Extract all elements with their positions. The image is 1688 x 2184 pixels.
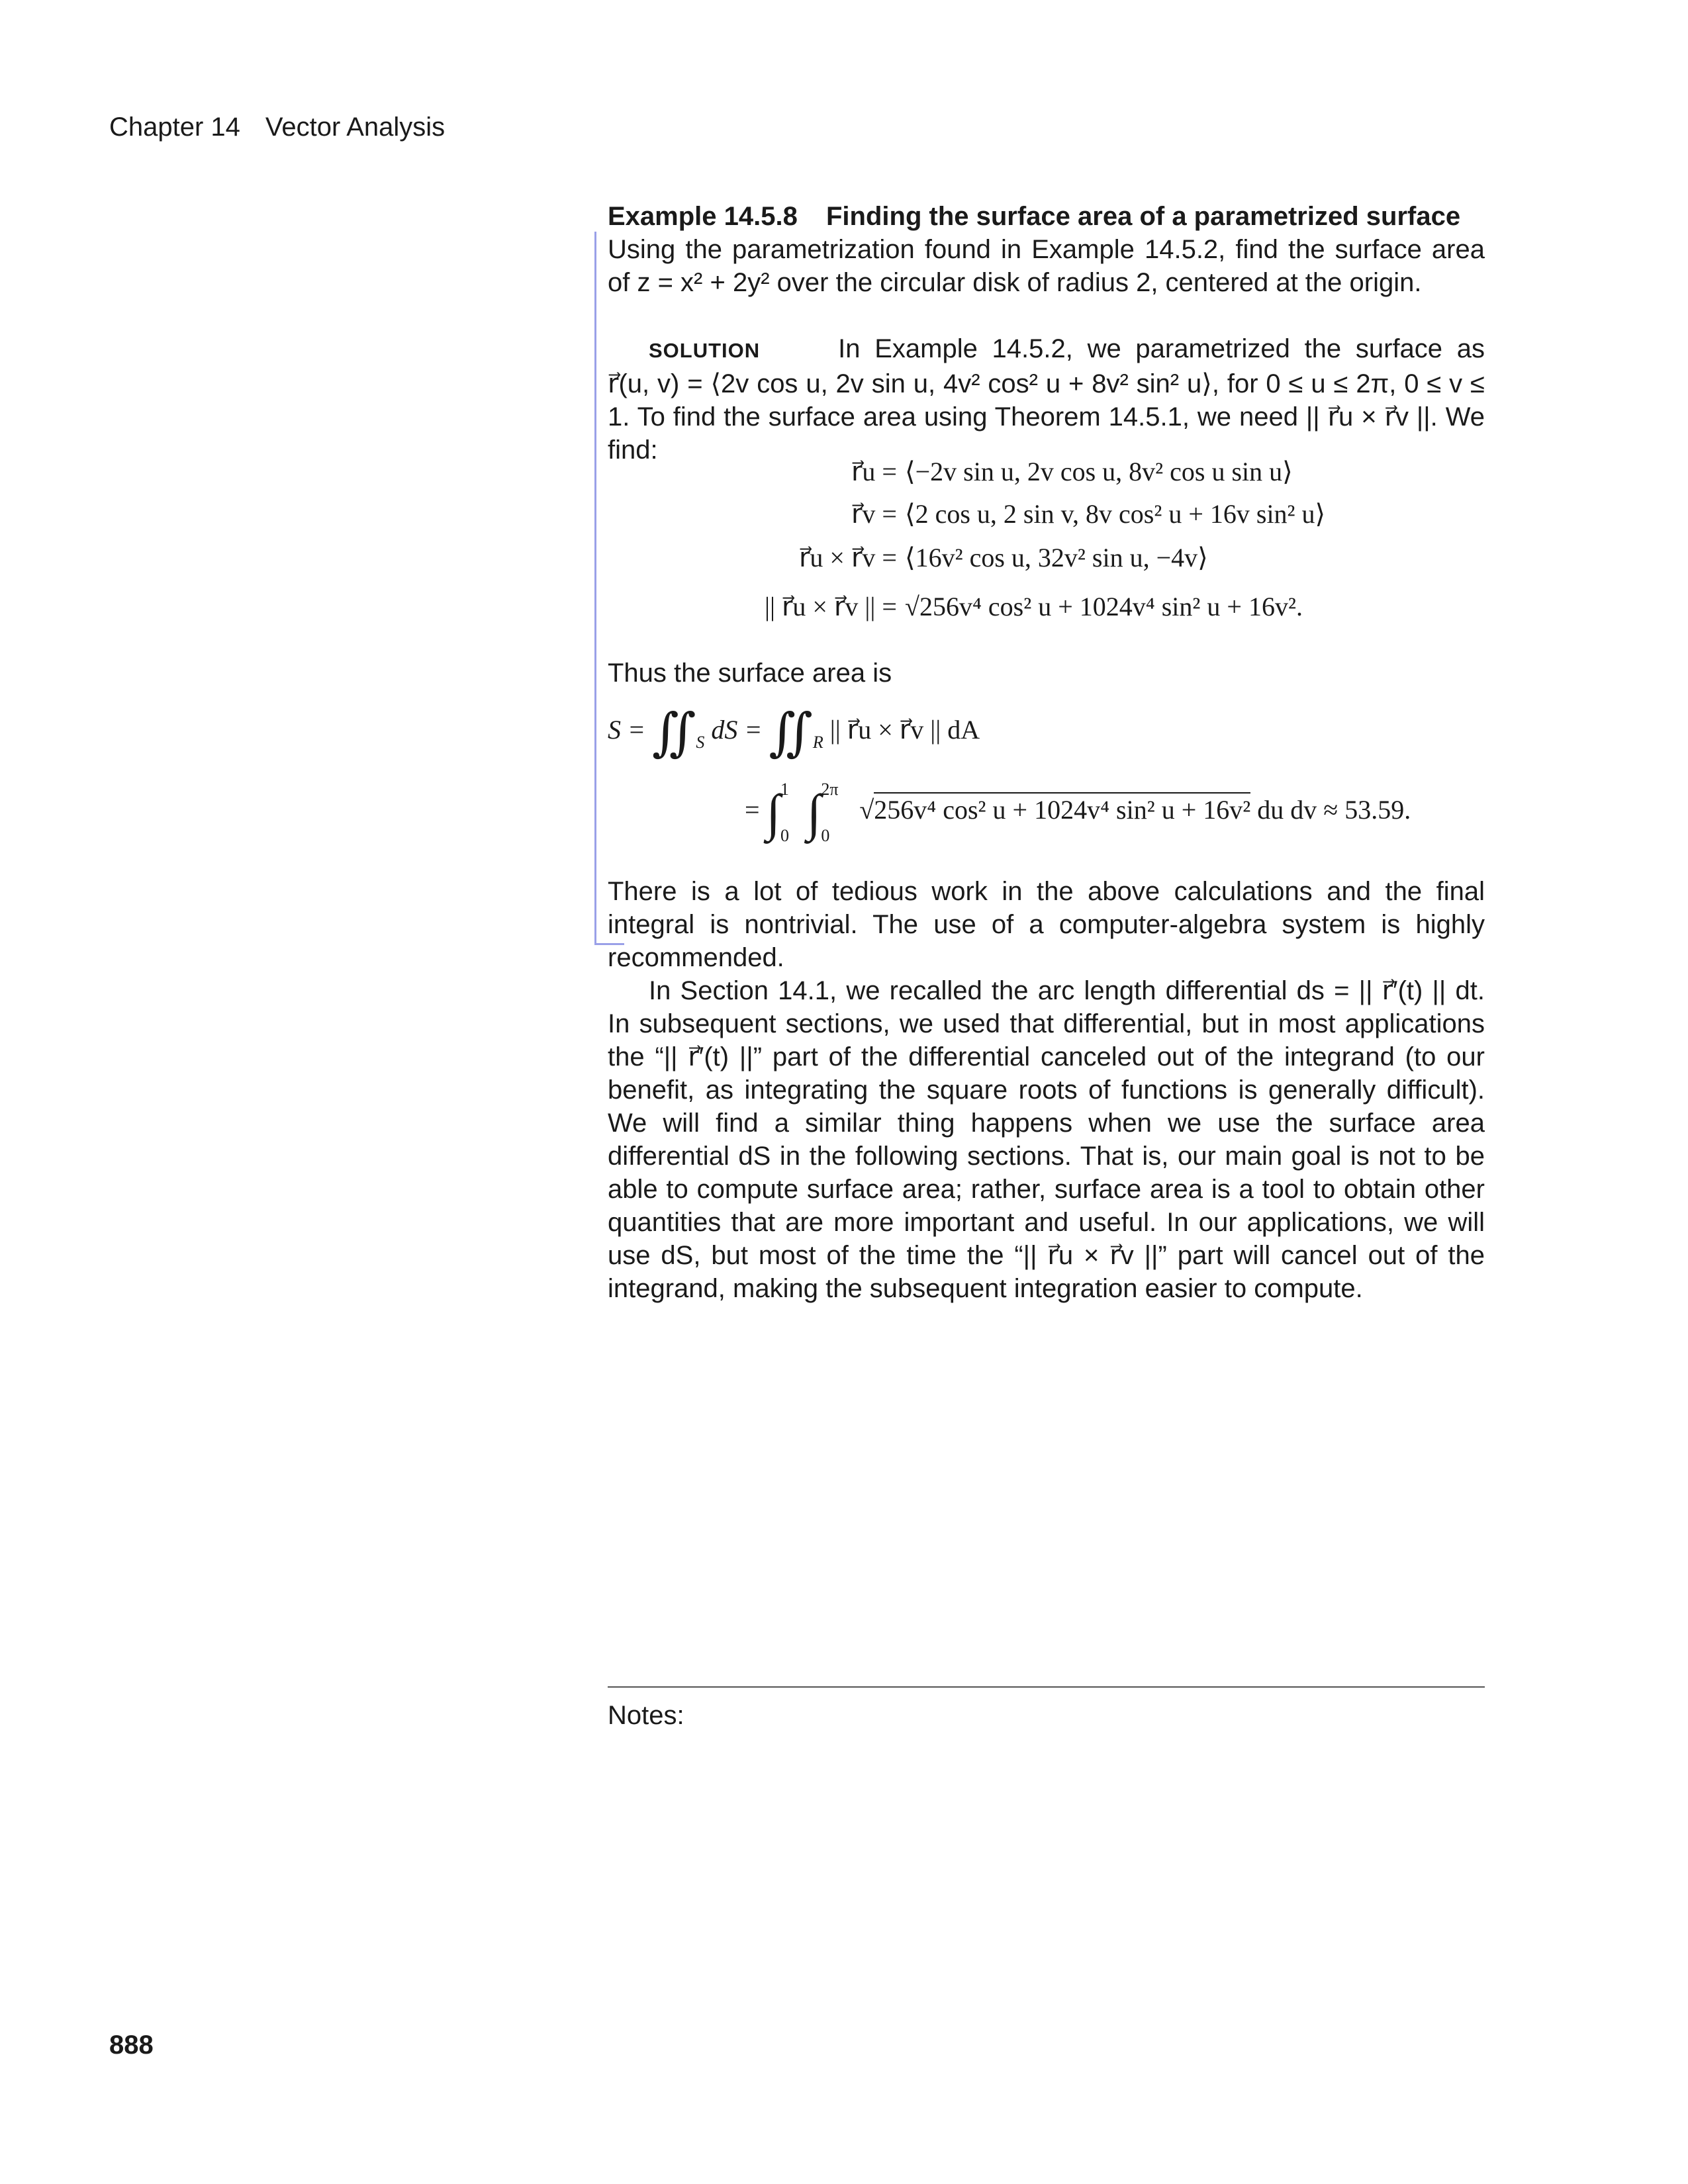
equation-lhs: r⃗u = (851, 457, 897, 486)
upper-limit: 1 (780, 780, 789, 799)
equation-rhs: ⟨16v² cos u, 32v² sin u, −4v⟩ (905, 543, 1208, 572)
integral-result: du dv ≈ 53.59. (1257, 795, 1411, 825)
surface-area-line-2 (745, 780, 1411, 846)
lower-limit: 0 (821, 826, 830, 845)
body-paragraph-text: In Section 14.1, we recalled the arc length differential ds = || r⃗′(t) || dt. In subsequent sections, we used that differential, but in most applications the “|| r⃗′(t) ||” part of the differential canceled out of the integrand (to our benefit, as integrating the square roots of functions is generally difficult). We will find a similar thing happens when we use the surface area differential dS in the following sections. That is, our main goal is not to be able to compute surface area; rather, surface area is a tool to obtain other quantities that are more important and useful. In our applications, we will use dS, but most of the time the “|| r⃗u × r⃗v ||” part will cancel out of the integrand, making the subsequent integration easier to compute. (608, 976, 1485, 1303)
example-number: Example 14.5.8 (608, 202, 798, 231)
integral-subscript: R (812, 733, 823, 752)
double-integral-icon: ∬ (769, 704, 813, 761)
sqrt-icon: √ (859, 795, 874, 825)
equation-lhs: r⃗v = (851, 499, 897, 529)
equation-rhs: √256v⁴ cos² u + 1024v⁴ sin² u + 16v². (905, 592, 1303, 621)
body-paragraph (608, 974, 1485, 1305)
equation-lhs: r⃗u × r⃗v = (798, 543, 897, 572)
equation-rhs: ⟨2 cos u, 2 sin v, 8v cos² u + 16v sin² u⟩ (905, 499, 1326, 529)
equation-rhs: ⟨−2v sin u, 2v cos u, 8v² cos u sin u⟩ (905, 457, 1293, 486)
equation-ru (708, 455, 1370, 488)
equation-lhs: || r⃗u × r⃗v || = (764, 592, 897, 621)
integral-subscript: S (696, 733, 705, 752)
double-integral-icon: ∬ (652, 704, 696, 761)
notes-label: Notes: (608, 1701, 684, 1730)
ds-term: dS = (711, 715, 763, 745)
solution-label: SOLUTION (649, 339, 761, 362)
integrand: || r⃗u × r⃗v || dA (829, 715, 980, 745)
equation-norm (708, 590, 1370, 623)
notes-divider (608, 1686, 1485, 1688)
running-header (109, 113, 445, 142)
lower-limit: 0 (780, 826, 789, 845)
thus-text: Thus the surface area is (608, 659, 892, 688)
example-title: Finding the surface area of a parametrized surface (826, 202, 1461, 231)
integral-icon: ∫ (806, 784, 821, 841)
surface-area-line-1 (608, 704, 980, 761)
equation-cross-product (708, 541, 1370, 574)
solution-intro (608, 332, 1485, 467)
equals-sign: = (745, 795, 760, 825)
closing-remark: There is a lot of tedious work in the above calculations and the final integral is nontrivial. The use of a computer-algebra system is highly recommended. (608, 877, 1485, 972)
chapter-title: Vector Analysis (265, 113, 445, 142)
surface-symbol: S = (608, 715, 645, 745)
chapter-number: Chapter 14 (109, 113, 240, 142)
sqrt-integrand: 256v⁴ cos² u + 1024v⁴ sin² u + 16v² (874, 792, 1250, 825)
integral-icon: ∫ (766, 784, 780, 841)
solution-text: In Example 14.5.2, we parametrized the surface as r⃗(u, v) = ⟨2v cos u, 2v sin u, 4v² cos² u + 8v² sin² u⟩, for 0 ≤ u ≤ 2π, 0 ≤ v ≤ 1. To find the surface area using Theorem 14.5.1, we need || r⃗u × r⃗v ||. We find: (608, 334, 1485, 465)
equation-rv (708, 498, 1370, 531)
example-heading (608, 200, 1485, 233)
upper-limit: 2π (821, 780, 839, 799)
example-statement: Using the parametrization found in Example 14.5.2, find the surface area of z = x² + 2y² over the circular disk of radius 2, centered at the origin. (608, 235, 1485, 297)
page-number: 888 (109, 2030, 154, 2060)
